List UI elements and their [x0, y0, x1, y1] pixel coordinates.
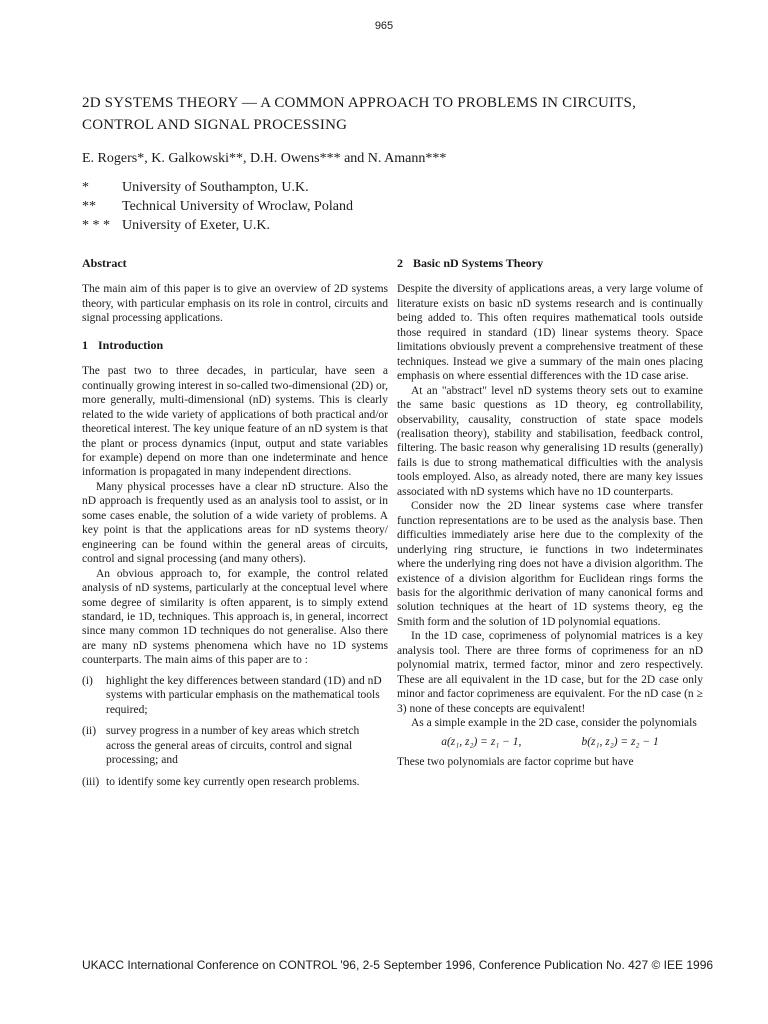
intro-paragraph-1: The past two to three decades, in particular, have seen a continually growing interest in so-called two-dimensional (2D) or, more generally, multi-dimensional (nD) systems. This is clearly related to the wide variety of applications of both practical and/or theoretical interest. The key unique feature of an nD system is that the plant or process dynamics (input, output and state variables for example) depend on more than one indeterminate and hence information is propagated in many independent directions.	[82, 365, 388, 479]
introduction-heading	[82, 338, 388, 352]
list-item	[82, 775, 388, 789]
list-item-text: survey progress in a number of key areas which stretch across the general areas of circuits, control and signal processing; and	[106, 725, 360, 767]
right-column	[397, 256, 703, 769]
section2-paragraph-1: Despite the diversity of applications areas, a very large volume of literature exists on basic nD systems research and is continually being added to. This often requires mathematical tools outside those required in standard (1D) linear systems theory. Space limitations obviously prevent a comprehensive treatment of these techniques. Instead we give a summary of the main ones placing emphasis on where essential differences with the 1D case arise.	[397, 283, 703, 383]
section-title: Basic nD Systems Theory	[413, 256, 544, 270]
equation-row	[397, 735, 703, 749]
list-item-text: to identify some key currently open research problems.	[106, 775, 360, 788]
aims-list	[82, 674, 388, 789]
intro-paragraph-3: An obvious approach to, for example, the control related analysis of nD systems, particularly at the conceptual level where some degree of similarity is often apparent, is to simply extend standard, ie 1D, techniques. This approach is, in general, incorrect since many common 1D techniques do not generalise. Also there are many nD systems phenomena which have no 1D systems counterparts. The main aims of this paper are to :	[82, 567, 388, 667]
section2-paragraph-3: Consider now the 2D linear systems case where transfer function representations are to be used as the analysis base. Then difficulties immediately arise here due to the complexity of the underlying ring structure, ie functions in two indeterminates where the underlying ring does not have a division algorithm. The existence of a division algorithm for Euclidean rings forms the basis for the algorithmic derivation of many canonical forms and solution techniques at the heart of 1D systems theory, eg the Smith form and the solution of 1D polynomial equations.	[397, 500, 703, 628]
abstract-text: The main aim of this paper is to give an overview of 2D systems theory, with particular emphasis on its role in control, circuits and signal processing applications.	[82, 283, 388, 325]
paper-title: 2D SYSTEMS THEORY — A COMMON APPROACH TO PROBLEMS IN CIRCUITS, CONTROL AND SIGNAL PROCESSING	[82, 95, 637, 133]
section-title: Introduction	[98, 337, 164, 352]
section2-heading	[397, 256, 703, 270]
affiliation-mark: * * *	[82, 218, 110, 233]
affiliation-row	[82, 216, 502, 235]
section2-paragraph-6: These two polynomials are factor coprime but have	[397, 755, 634, 768]
affiliation-mark: *	[82, 180, 89, 195]
list-item	[82, 674, 388, 717]
section-number: 2	[397, 256, 403, 270]
affiliation-name: Technical University of Wroclaw, Poland	[122, 199, 353, 214]
section2-paragraph-4: In the 1D case, coprimeness of polynomial matrices is a key analysis tool. There are three forms of coprimeness for an nD polynomial matrix, termed factor, minor and zero respectively. These are all equivalent in the 1D case, but for the 2D case only minor and factor coprimeness are equivalent. For the nD case (n ≥ 3) none of these concepts are equivalent!	[397, 630, 703, 715]
affiliation-mark: **	[82, 199, 96, 214]
authors-line: E. Rogers*, K. Galkowski**, D.H. Owens*** and N. Amann***	[82, 151, 447, 166]
left-column	[82, 256, 388, 796]
conference-footer: UKACC International Conference on CONTROL '96, 2-5 September 1996, Conference Publication No. 427 © IEE 1996	[82, 958, 714, 972]
section2-paragraph-5: As a simple example in the 2D case, consider the polynomials	[411, 717, 697, 730]
intro-paragraph-2: Many physical processes have a clear nD structure. Also the nD approach is frequently used as an analysis tool to assist, or in some cases enable, the solution of a wide variety of problems. A key point is that the applications areas for nD systems theory/ engineering can be found within the general areas of circuits, control and signal processing (and many others).	[82, 480, 388, 566]
list-item-number: (i)	[82, 674, 93, 687]
affiliation-row	[82, 178, 502, 197]
list-item	[82, 724, 388, 767]
affiliation-name: University of Southampton, U.K.	[122, 180, 309, 195]
page-number: 965	[374, 20, 394, 32]
affiliations	[82, 178, 502, 235]
list-item-number: (ii)	[82, 725, 97, 738]
affiliation-name: University of Exeter, U.K.	[122, 218, 270, 233]
section2-paragraph-2: At an "abstract" level nD systems theory sets out to examine the same basic questions as 1D theory, eg controllability, observability, causality, construction of state space models (realisation theory), stability and stabilisation, feedback control, filtering. The basic reason why generalising 1D results (generally) fails is due to strong mathematical difficulties with the analysis tools employed. Also, as already noted, there are many key issues associated with nD systems which have no 1D counterparts.	[397, 384, 703, 498]
list-item-text: highlight the key differences between standard (1D) and nD systems with particular emphasis on the mathematical tools required;	[106, 674, 382, 716]
section-number: 1	[82, 337, 88, 352]
list-item-number: (iii)	[82, 775, 100, 788]
equation-a: a(z₁, z₂) = z₁ − 1,	[441, 735, 522, 748]
equation-b: b(z₁, z₂) = z₂ − 1	[581, 735, 659, 748]
abstract-heading: Abstract	[82, 256, 127, 270]
affiliation-row	[82, 197, 502, 216]
